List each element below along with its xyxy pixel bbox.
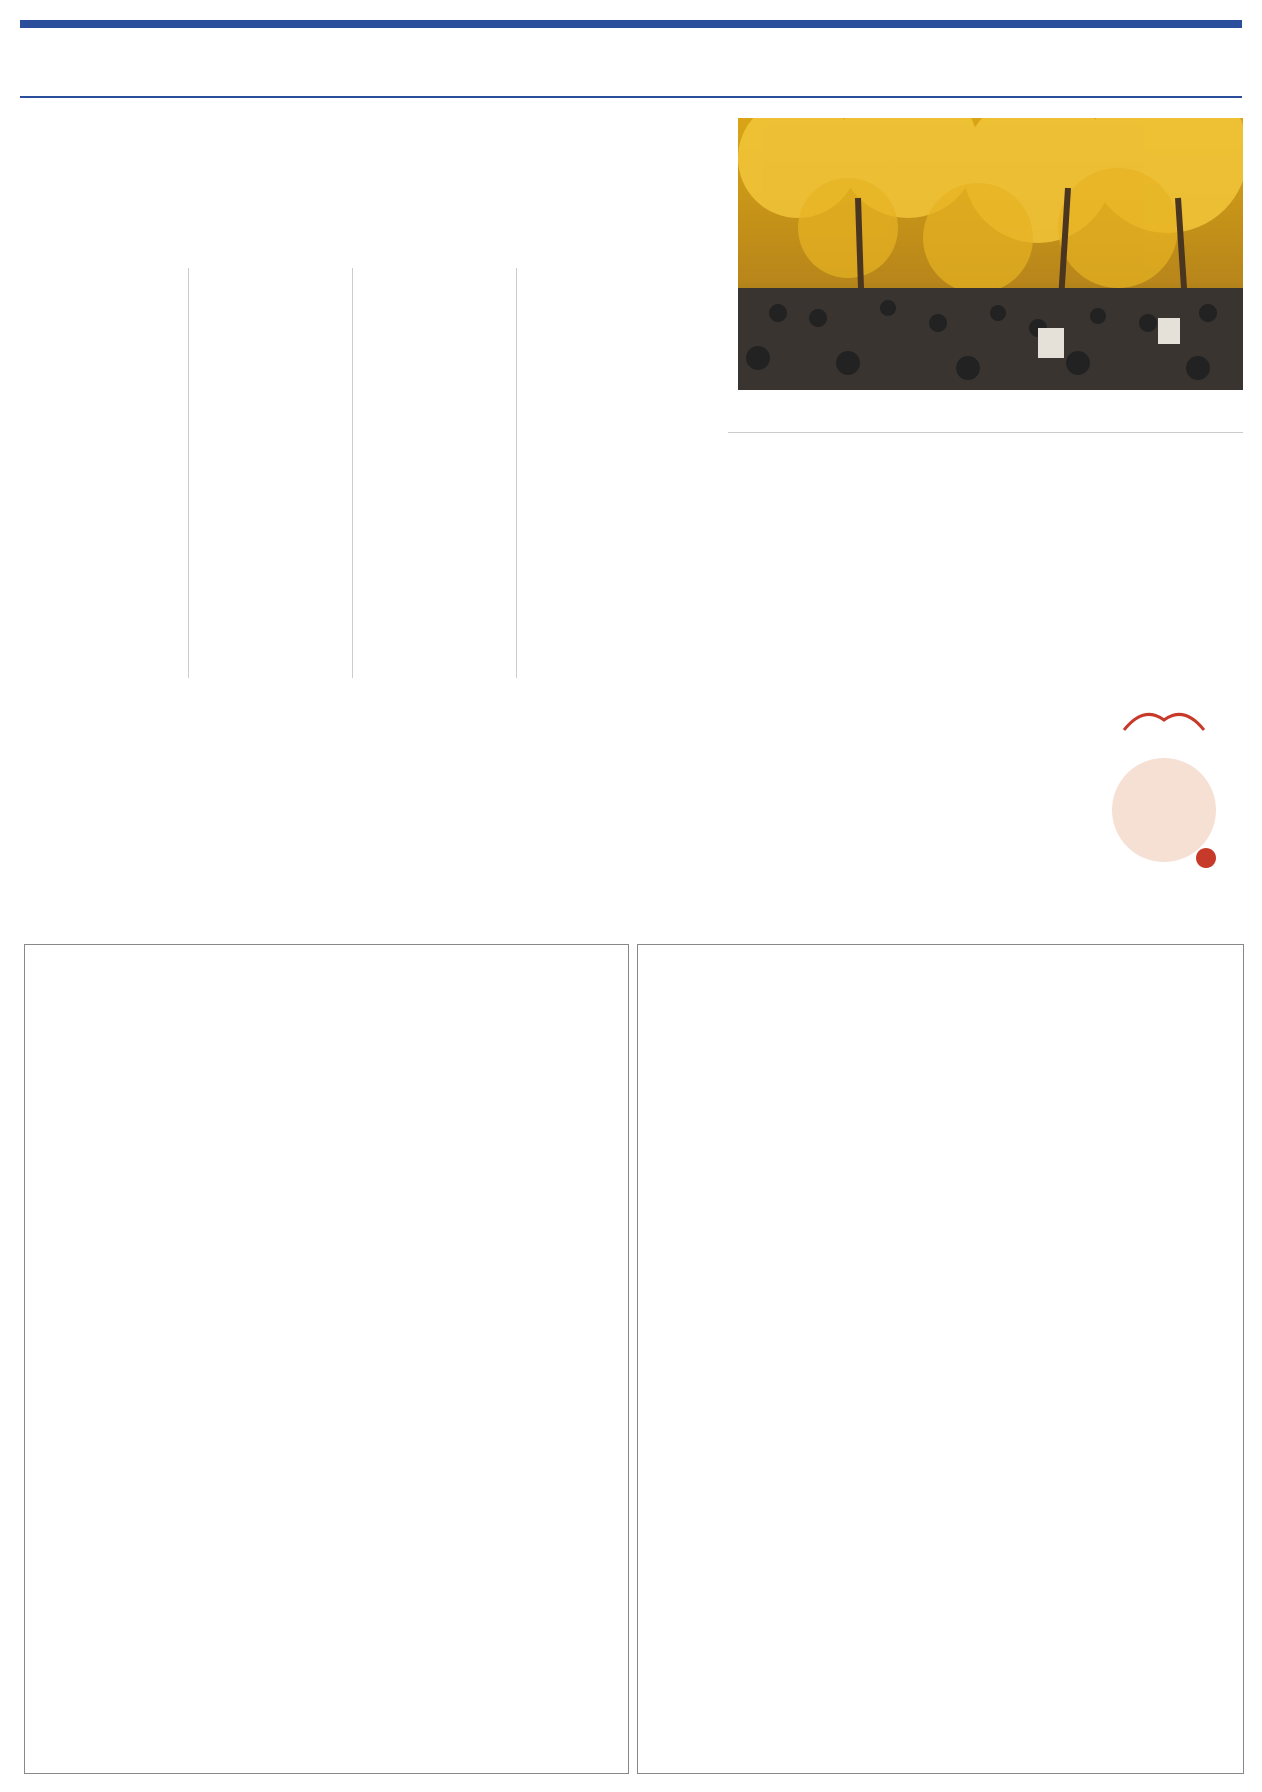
concert-photo-image [738, 118, 1243, 390]
yrd-column-2 [197, 773, 352, 931]
meishan-column-1 [656, 1076, 932, 1752]
top-color-bar [20, 20, 1242, 28]
column-divider [352, 268, 353, 678]
yrd-column-3 [362, 773, 517, 931]
lead-column-2 [196, 268, 346, 678]
column-top-rule [728, 432, 1243, 433]
column-text-3 [1074, 508, 1234, 698]
beijing-column-2 [334, 1076, 610, 1752]
yrd-column-4 [527, 720, 717, 931]
lead-column-4 [524, 268, 720, 678]
concert-photo [738, 118, 1243, 390]
beijing-column-1 [44, 1076, 320, 1752]
column-divider [188, 268, 189, 678]
lead-column-1 [32, 268, 182, 678]
column-text-1 [738, 508, 896, 898]
meishan-column-2 [946, 1076, 1226, 1736]
column-divider [516, 268, 517, 678]
yrd-column-1 [32, 773, 187, 931]
header-rule [20, 96, 1242, 98]
column-byline [918, 486, 924, 502]
village-notes-seal [1104, 700, 1224, 880]
photo-caption [738, 394, 1243, 410]
lead-byline [38, 243, 44, 259]
seal-graphic [1104, 700, 1224, 880]
lead-column-3 [360, 268, 510, 678]
column-text-2 [906, 508, 1064, 898]
